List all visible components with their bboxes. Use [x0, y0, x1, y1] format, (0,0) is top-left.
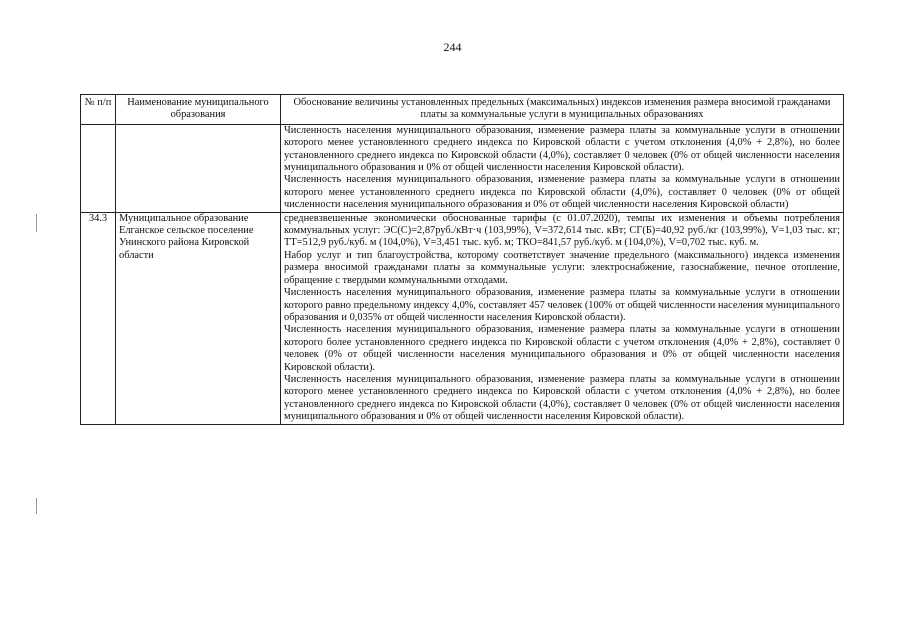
row-number: 34.3 [81, 212, 116, 424]
table-header-row [81, 95, 844, 125]
header-number: № п/п [81, 95, 116, 125]
page-number: 244 [443, 40, 462, 54]
rationale-paragraph: Набор услуг и тип благоустройства, которому соответствует значение предельного (максимального) индекса изменения размера вносимой гражданами платы за коммунальные услуги: электроснабжение, газоснабжение, печное отопление, обращение с твердыми коммунальными отходами. [284, 249, 840, 286]
rationale-paragraph: Численность населения муниципального образования, изменение размера платы за коммунальные услуги в отношении которого менее установленного среднего индекса по Кировской области с учетом отклонения (4,0% + 2,8%), но более установленного среднего индекса по Кировской области (4,0%), составляет 0 человек (0% от общей численности населения муниципального образования и 0% от общей численности населения Кировской области). [284, 373, 840, 423]
rationale-paragraph: Численность населения муниципального образования, изменение размера платы за коммунальные услуги в отношении которого более установленного среднего индекса по Кировской области с учетом отклонения (4,0% + 2,8%), составляет 0 человек (0% от общей численности населения муниципального образования и 0% от общей численности населения Кировской области). [284, 324, 840, 373]
table-row [81, 124, 844, 212]
row-rationale [281, 124, 844, 212]
rationale-paragraph: Численность населения муниципального образования, изменение размера платы за коммунальные услуги в отношении которого равно предельному индексу 4,0%, составляет 457 человек (100% от общей численности населения муниципального образования и 0,035% от общей численности населения Кировской области). [284, 287, 840, 323]
rationale-paragraph: Численность населения муниципального образования, изменение размера платы за коммунальные услуги в отношении которого менее установленного среднего индекса по Кировской области (4,0%), составляет 0 человек (0% от общей численности населения муниципального образования и 0% от общей численности населения Кировской области) [284, 174, 840, 211]
table-row [81, 212, 844, 424]
header-municipality-name: Наименование муниципального образования [116, 95, 281, 125]
margin-mark-top [36, 214, 37, 232]
header-rationale: Обоснование величины установленных предельных (максимальных) индексов изменения размера вносимой гражданами платы за коммунальные услуги в муниципальных образованиях [281, 95, 844, 125]
row-rationale [281, 212, 844, 424]
rationale-paragraph: Численность населения муниципального образования, изменение размера платы за коммунальные услуги в отношении которого менее установленного среднего индекса по Кировской области с учетом отклонения (4,0% + 2,8%), но более установленного среднего индекса по Кировской области (4,0%), составляет 0 человек (0% от общей численности населения муниципального образования и 0% от общей численности населения Кировской области). [284, 124, 840, 174]
row-municipality-name [116, 124, 281, 212]
row-municipality-name: Муниципальное образование Елганское сельское поселение Унинского района Кировской области [116, 212, 281, 424]
tariff-index-table [80, 94, 844, 425]
margin-mark-bottom [36, 498, 37, 514]
rationale-paragraph: средневзвешенные экономически обоснованные тарифы (с 01.07.2020), темпы их изменения и объемы потребления коммунальных услуг: ЭС(С)=2,87руб./кВт·ч (103,99%), V=372,614 тыс. кВт; СГ(Б)=40,92 руб./кг (103,99%), V=1,03 тыс. кг; ТТ=512,9 руб./куб. м (104,0%), V=3,451 тыс. куб. м; ТКО=841,57 руб./куб. м (104,0%), V=0,702 тыс. куб. м. [284, 212, 840, 249]
row-number [81, 124, 116, 212]
